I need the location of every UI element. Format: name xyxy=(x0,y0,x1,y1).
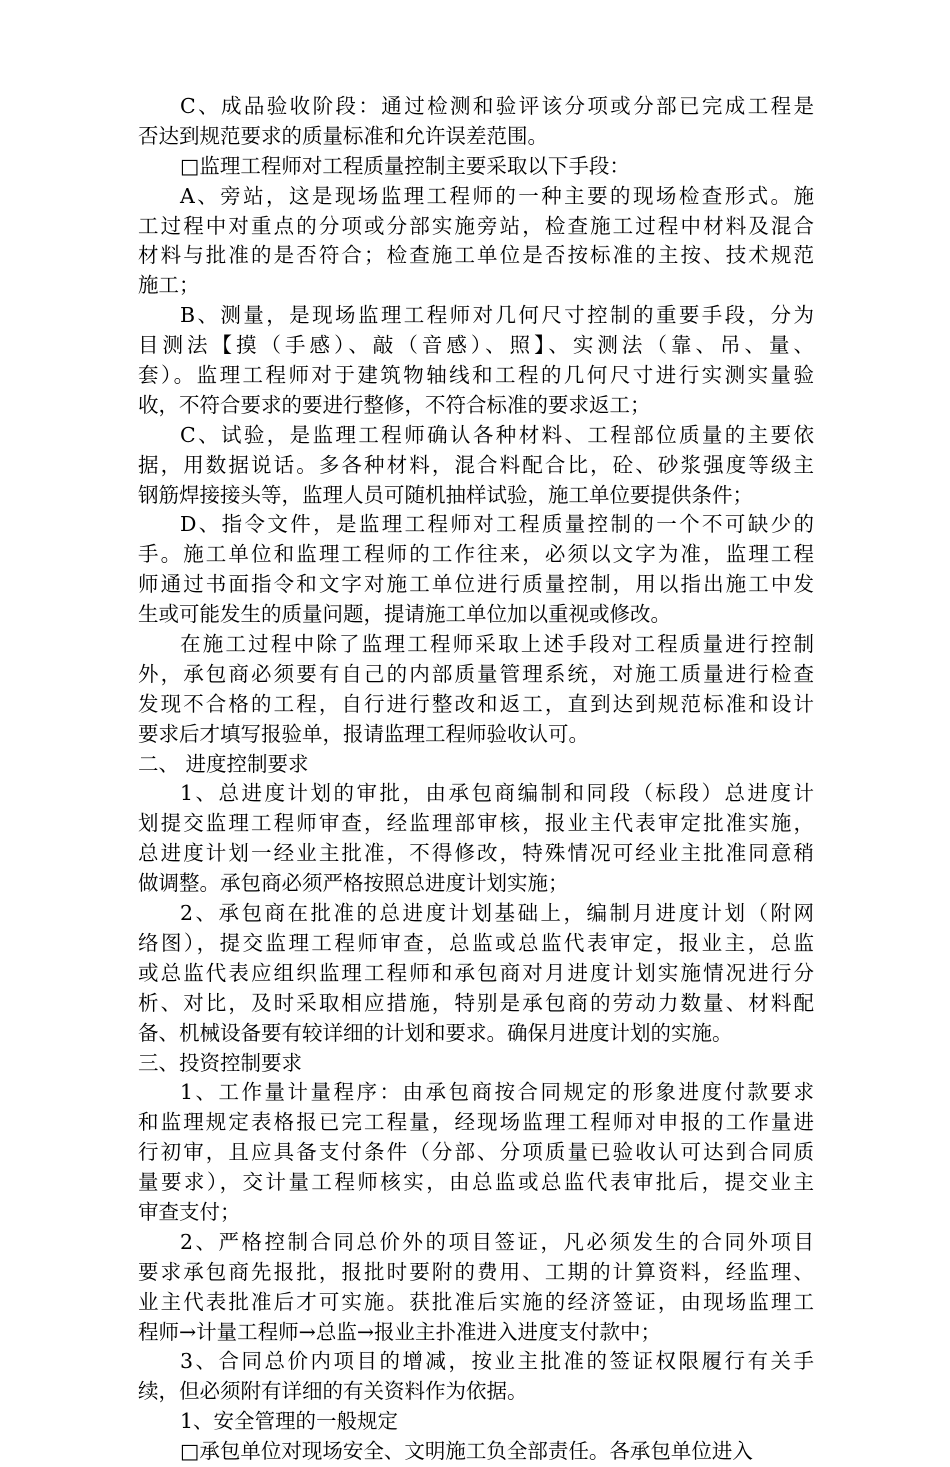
text-line: 和监理规定表格报已完工程量，经现场监理工程师对申报的工作量进 xyxy=(138,1110,814,1135)
paragraph xyxy=(138,779,814,899)
text-line: 或总监代表应组织监理工程师和承包商对月进度计划实施情况进行分 xyxy=(138,960,814,985)
paragraph xyxy=(138,1407,814,1437)
paragraph xyxy=(138,1078,814,1227)
text-line: 套）。监理工程师对于建筑物轴线和工程的几何尺寸进行实测实量验 xyxy=(138,363,814,388)
paragraph xyxy=(138,1437,814,1467)
text-line: 工过程中对重点的分项或分部实施旁站，检查施工过程中材料及混合 xyxy=(138,213,814,238)
text-line: 程师→计量工程师→总监→报业主扑准进入进度支付款中； xyxy=(138,1319,662,1344)
paragraph xyxy=(138,630,814,750)
text-line: D、指令文件，是监理工程师对工程质量控制的一个不可缺少的 xyxy=(180,512,814,537)
paragraph xyxy=(138,152,814,182)
text-line: 业主代表批准后才可实施。获批准后实施的经济签证，由现场监理工 xyxy=(138,1289,814,1314)
text-line: 2、承包商在批准的总进度计划基础上，编制月进度计划（附网 xyxy=(180,901,814,926)
text-line: 1、工作量计量程序：由承包商按合同规定的形象进度付款要求 xyxy=(180,1080,814,1105)
text-line: 三、投资控制要求 xyxy=(138,1050,302,1075)
text-line: 审查支付； xyxy=(138,1199,241,1224)
text-line: 析、对比，及时采取相应措施，特别是承包商的劳动力数量、材料配 xyxy=(138,990,814,1015)
text-line: 二、 进度控制要求 xyxy=(138,751,309,776)
paragraph xyxy=(138,510,814,630)
text-line: C、成品验收阶段：通过检测和验评该分项或分部已完成工程是 xyxy=(180,94,814,118)
text-line: A、旁站，这是现场监理工程师的一种主要的现场检查形式。施 xyxy=(180,183,814,208)
text-line: 总进度计划一经业主批准，不得修改，特殊情况可经业主批准同意稍 xyxy=(138,841,814,866)
text-line: 续，但必须附有详细的有关资料作为依据。 xyxy=(138,1379,528,1404)
text-line: 目测法【摸（手感）、敲（音感）、照】、实测法（靠、吊、量、 xyxy=(138,333,814,358)
text-line: 3、合同总价内项目的增减，按业主批准的签证权限履行有关手 xyxy=(180,1349,814,1374)
text-line: 外，承包商必须要有自己的内部质量管理系统，对施工质量进行检查 xyxy=(138,661,814,686)
text-line: 材料与批准的是否符合；检查施工单位是否按标准的主按、技术规范 xyxy=(138,243,814,268)
text-line: 手。施工单位和监理工程师的工作往来，必须以文字为准，监理工程 xyxy=(138,542,814,567)
text-line: 施工； xyxy=(138,273,200,298)
text-line: 做调整。承包商必须严格按照总进度计划实施； xyxy=(138,871,569,896)
text-line: 备、机械设备要有较详细的计划和要求。确保月进度计划的实施。 xyxy=(138,1020,733,1045)
paragraph xyxy=(138,182,814,302)
text-line: 师通过书面指令和文字对施工单位进行质量控制，用以指出施工中发 xyxy=(138,572,814,597)
paragraph xyxy=(138,1228,814,1348)
text-line: 据，用数据说话。多各种材料，混合料配合比，砼、砂浆强度等级主 xyxy=(138,452,814,477)
text-line: 划提交监理工程师审查，经监理部审核，报业主代表审定批准实施， xyxy=(138,811,814,836)
text-line: C、试验，是监理工程师确认各种材料、工程部位质量的主要依 xyxy=(180,422,814,447)
text-line: 量要求），交计量工程师核实，由总监或总监代表审批后，提交业主 xyxy=(138,1170,814,1195)
text-line: 否达到规范要求的质量标准和允许误差范围。 xyxy=(138,123,548,148)
paragraph xyxy=(138,92,814,152)
text-line: 络图），提交监理工程师审查，总监或总监代表审定，报业主，总监 xyxy=(138,930,814,955)
text-line: □承包单位对现场安全、文明施工负全部责任。各承包单位进入 xyxy=(180,1439,753,1464)
paragraph xyxy=(138,899,814,1048)
text-line: 2、严格控制合同总价外的项目签证，凡必须发生的合同外项目 xyxy=(180,1229,814,1254)
text-line: 行初审，且应具备支付条件（分部、分项质量已验收认可达到合同质 xyxy=(138,1140,814,1165)
paragraph xyxy=(138,1347,814,1407)
text-line: 要求后才填写报验单，报请监理工程师验收认可。 xyxy=(138,721,589,746)
text-line: 生或可能发生的质量问题，提请施工单位加以重视或修改。 xyxy=(138,602,671,627)
text-line: B、测量，是现场监理工程师对几何尺寸控制的重要手段，分为 xyxy=(180,303,814,328)
text-line: 1、总进度计划的审批，由承包商编制和同段（标段）总进度计 xyxy=(180,781,814,806)
text-line: 1、安全管理的一般规定 xyxy=(180,1409,399,1434)
text-line: 钢筋焊接接头等，监理人员可随机抽样试验，施工单位要提供条件； xyxy=(138,482,753,507)
paragraph xyxy=(138,1049,814,1079)
paragraph xyxy=(138,421,814,511)
paragraph xyxy=(138,301,814,421)
text-line: 发现不合格的工程，自行进行整改和返工，直到达到规范标准和设计 xyxy=(138,691,814,716)
text-line: 在施工过程中除了监理工程师采取上述手段对工程质量进行控制 xyxy=(180,632,814,657)
text-line: □监理工程师对工程质量控制主要采取以下手段： xyxy=(180,153,630,178)
text-line: 收，不符合要求的要进行整修，不符合标准的要求返工； xyxy=(138,392,651,417)
text-line: 要求承包商先报批，报批时要附的费用、工期的计算资料，经监理、 xyxy=(138,1259,814,1284)
document-page xyxy=(138,92,814,1467)
paragraph xyxy=(138,750,814,780)
